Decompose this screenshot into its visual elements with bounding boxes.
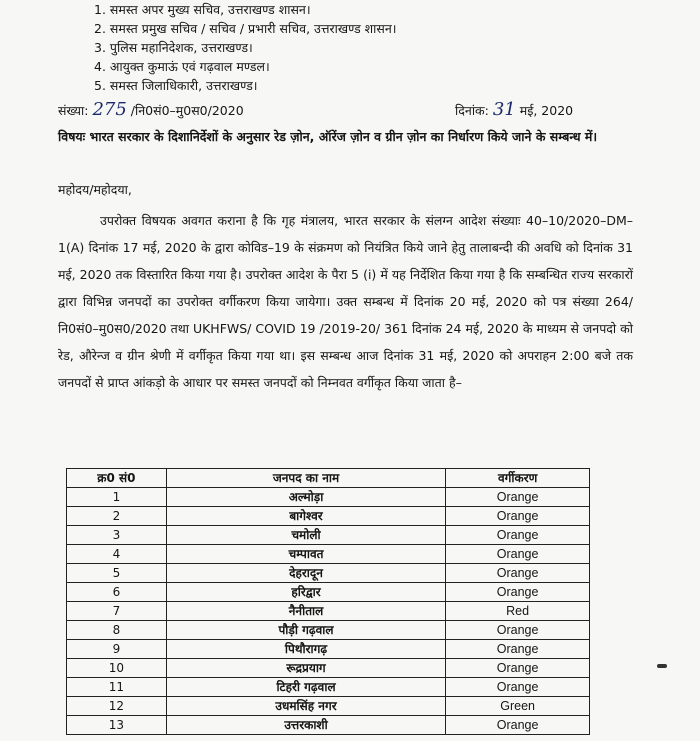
serial-cell: 10	[67, 659, 167, 678]
table-row	[67, 640, 590, 659]
category-cell: Orange	[446, 621, 590, 640]
district-cell: रूद्रप्रयाग	[166, 659, 445, 678]
category-cell: Orange	[446, 488, 590, 507]
serial-cell: 13	[67, 716, 167, 735]
table-row	[67, 526, 590, 545]
category-cell: Green	[446, 697, 590, 716]
header-district: जनपद का नाम	[166, 469, 445, 488]
table-row	[67, 602, 590, 621]
district-cell: टिहरी गढ़वाल	[166, 678, 445, 697]
district-cell: हरिद्वार	[166, 583, 445, 602]
number-suffix: /नि0सं0–मु0स0/2020	[130, 103, 244, 118]
date-suffix: मई, 2020	[519, 103, 574, 118]
letter-date	[455, 99, 573, 120]
body-paragraph	[58, 207, 633, 396]
serial-cell: 11	[67, 678, 167, 697]
district-cell: अल्मोड़ा	[166, 488, 445, 507]
serial-cell: 4	[67, 545, 167, 564]
category-cell: Orange	[446, 583, 590, 602]
serial-cell: 3	[67, 526, 167, 545]
district-cell: पौड़ी गढ़वाल	[166, 621, 445, 640]
table-row	[67, 716, 590, 735]
district-cell: चम्पावत	[166, 545, 445, 564]
serial-cell: 5	[67, 564, 167, 583]
district-cell: चमोली	[166, 526, 445, 545]
salutation: महोदय/महोदया,	[58, 182, 132, 197]
number-prefix: संख्या:	[58, 103, 89, 118]
serial-cell: 8	[67, 621, 167, 640]
table-row	[67, 545, 590, 564]
subject-line: विषयः भारत सरकार के दिशानिर्देशों के अनुसार रेड ज़ोन, ऑरेंज ज़ोन व ग्रीन ज़ोन का निर्धारण किये जाने के सम्बन्ध में।	[58, 129, 598, 144]
district-cell: नैनीताल	[166, 602, 445, 621]
district-cell: उधमसिंह नगर	[166, 697, 445, 716]
category-cell: Orange	[446, 526, 590, 545]
body-text: उपरोक्त विषयक अवगत कराना है कि गृह मंत्रालय, भारत सरकार के संलग्न आदेश संख्याः 40–10/2020–DM– 1(A) दिनांक 17 मई, 2020 के द्वारा कोविड–19 के संक्रमण को नियंत्रित किये जाने हेतु तालाबन्दी की अवधि को दिनांक 31 मई, 2020 तक विस्तारित किया गया है। उपरोक्त आदेश के पैरा 5 (i) में यह निर्देशित किया गया है कि सम्बन्धित राज्य सरकारों द्वारा विभिन्न जनपदों का उपरोक्त वर्गीकरण किया जायेगा। उक्त सम्बन्ध में दिनांक 20 मई, 2020 को पत्र संख्या 264/नि0सं0–मु0स0/2020 तथा UKHFWS/ COVID 19 /2019-20/ 361 दिनांक 24 मई, 2020 के माध्यम से जनपदो को रेड, औरेन्ज व ग्रीन श्रेणी में वर्गीकृत किया गया था। इस सम्बन्ध आज दिनांक 31 मई, 2020 को अपराहन 2:00 बजे तक जनपदों से प्राप्त आंकड़ो के आधार पर समस्त जनपदों को निम्नवत वर्गीकृत किया जाता है–	[58, 213, 633, 390]
district-cell: उत्तरकाशी	[166, 716, 445, 735]
date-prefix: दिनांक:	[455, 103, 489, 118]
table-row	[67, 583, 590, 602]
addressee-item: 3. पुलिस महानिदेशक, उत्तराखण्ड।	[94, 40, 253, 55]
category-cell: Orange	[446, 545, 590, 564]
category-cell: Red	[446, 602, 590, 621]
addressee-item: 4. आयुक्त कुमाऊं एवं गढ़वाल मण्डल।	[94, 59, 270, 74]
table-row	[67, 659, 590, 678]
table-header-row	[67, 469, 590, 488]
table-row	[67, 507, 590, 526]
ink-mark	[657, 664, 667, 668]
serial-cell: 6	[67, 583, 167, 602]
district-cell: देहरादून	[166, 564, 445, 583]
table-row	[67, 697, 590, 716]
serial-cell: 9	[67, 640, 167, 659]
category-cell: Orange	[446, 678, 590, 697]
letter-number	[58, 99, 244, 120]
district-cell: बागेश्वर	[166, 507, 445, 526]
category-cell: Orange	[446, 716, 590, 735]
district-cell: पिथौरागढ़	[166, 640, 445, 659]
header-category: वर्गीकरण	[446, 469, 590, 488]
table-row	[67, 564, 590, 583]
table-row	[67, 678, 590, 697]
header-serial: क्र0 सं0	[67, 469, 167, 488]
category-cell: Orange	[446, 640, 590, 659]
district-classification-table	[66, 468, 590, 735]
addressee-item: 1. समस्त अपर मुख्य सचिव, उत्तराखण्ड शासन।	[94, 2, 311, 17]
table-row	[67, 621, 590, 640]
category-cell: Orange	[446, 507, 590, 526]
addressee-item: 5. समस्त जिलाधिकारी, उत्तराखण्ड।	[94, 78, 258, 93]
handwritten-number: 275	[92, 99, 127, 120]
serial-cell: 7	[67, 602, 167, 621]
addressee-item: 2. समस्त प्रमुख सचिव / सचिव / प्रभारी सचिव, उत्तराखण्ड शासन।	[94, 21, 397, 36]
handwritten-date: 31	[492, 99, 516, 120]
category-cell: Orange	[446, 659, 590, 678]
addressee-list	[94, 0, 397, 95]
serial-cell: 12	[67, 697, 167, 716]
table-row	[67, 488, 590, 507]
serial-cell: 1	[67, 488, 167, 507]
serial-cell: 2	[67, 507, 167, 526]
category-cell: Orange	[446, 564, 590, 583]
